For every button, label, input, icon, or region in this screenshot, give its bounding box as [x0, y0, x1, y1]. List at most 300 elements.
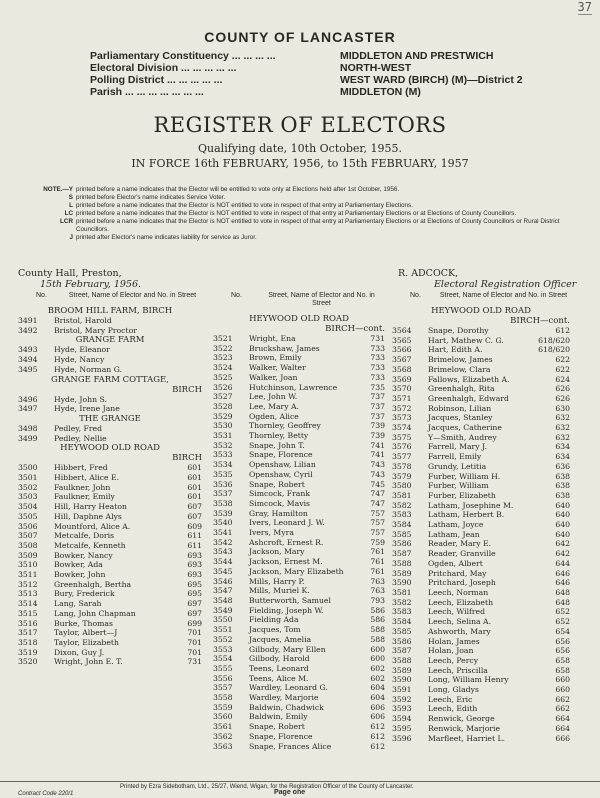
elector-number: 3589 — [392, 568, 412, 578]
elector-number: 3583 — [392, 510, 412, 520]
elector-row — [392, 472, 570, 482]
elector-number: 3571 — [392, 393, 412, 403]
footer-rule — [0, 781, 600, 782]
elector-row — [18, 531, 202, 541]
elector-row — [392, 539, 570, 549]
constituency-label: Parliamentary Constituency ... ... ... ... — [90, 50, 276, 62]
constituency-block — [90, 50, 560, 98]
house-number — [164, 326, 202, 336]
elector-row — [213, 441, 385, 451]
elector-number: 3574 — [392, 423, 412, 433]
elector-row — [213, 383, 385, 393]
elector-name: Lang, John Chapman — [54, 608, 136, 618]
polling-value: WEST WARD (BIRCH) (M)—District 2 — [340, 74, 523, 86]
elector-number: 3567 — [392, 355, 412, 365]
street-subheading: BIRCH — [172, 384, 202, 395]
house-number: 611 — [187, 540, 202, 550]
house-number: 697 — [187, 608, 202, 618]
parish-row — [90, 86, 560, 98]
house-number: 646 — [555, 568, 570, 578]
elector-number: 3499 — [18, 433, 38, 443]
elector-row — [392, 423, 570, 433]
house-number: 743 — [370, 469, 385, 479]
elector-number: 3585 — [392, 529, 412, 539]
house-number: 618/620 — [538, 345, 570, 355]
house-number: 747 — [370, 498, 385, 508]
elector-name: Snape, Florence — [249, 731, 313, 741]
elector-number: 3500 — [18, 463, 38, 473]
house-number: 609 — [187, 521, 202, 531]
elector-row — [18, 365, 202, 375]
house-number: 761 — [370, 557, 385, 567]
elector-number: 3509 — [18, 550, 38, 560]
house-number: 630 — [555, 403, 570, 413]
elector-row — [18, 541, 202, 551]
elector-row — [18, 316, 202, 326]
elector-name: Openshaw, Lilian — [249, 460, 316, 470]
elector-name: Mills, Harry P. — [249, 576, 305, 586]
house-number: 656 — [555, 636, 570, 646]
note-text: printed after Elector's name indicates liability for service as Juror. — [76, 234, 257, 241]
house-number: 632 — [555, 423, 570, 433]
house-number: 763 — [370, 576, 385, 586]
house-number: 606 — [370, 712, 385, 722]
house-number — [164, 316, 202, 326]
house-number: 759 — [370, 537, 385, 547]
elector-name: Leech, Selina A. — [428, 617, 492, 627]
elector-row — [213, 742, 385, 752]
elector-name: Snape, Florence — [249, 450, 313, 460]
elector-row — [213, 489, 385, 499]
house-number: 793 — [370, 595, 385, 605]
elector-number: 3497 — [18, 404, 38, 414]
elector-row — [18, 434, 202, 444]
elector-name: Teens, Leonard — [249, 663, 309, 673]
elector-number: 3493 — [18, 345, 38, 355]
house-number: 642 — [555, 549, 570, 559]
issuer-date: 15th February, 1956. — [40, 279, 142, 290]
note-text: printed before a name indicates that the Elector is NOT entitled to vote in respect of that entry at Parliamentary Elections or at Elections of County Councillors. — [76, 210, 517, 217]
elector-name: Y—Smith, Audrey — [428, 432, 497, 442]
elector-row — [392, 394, 570, 404]
elector-name: Dixon, Guy J. — [54, 647, 105, 657]
elector-name: Hart, Mathew C. G. — [428, 335, 504, 345]
elector-number: 3520 — [18, 657, 38, 667]
elector-number: 3570 — [392, 384, 412, 394]
elector-number: 3539 — [213, 508, 233, 518]
header-street: Street, Name of Elector and No. in Street — [268, 292, 375, 307]
elector-number: 3564 — [392, 326, 412, 335]
house-number: 737 — [370, 392, 385, 402]
elector-number: 3522 — [213, 343, 233, 353]
elector-row — [392, 714, 570, 724]
elector-row — [213, 596, 385, 606]
elector-name: Walker, Walter — [249, 363, 306, 373]
elector-name: Farrell, Mary J. — [428, 442, 487, 452]
house-number: 761 — [370, 547, 385, 557]
house-number: 632 — [555, 432, 570, 442]
elector-row — [392, 452, 570, 462]
elector-row — [18, 628, 202, 638]
house-number: 701 — [187, 647, 202, 657]
division-row — [90, 62, 560, 74]
elector-number: 3577 — [392, 452, 412, 462]
elector-name: Snape, Robert — [249, 479, 305, 489]
house-number: 602 — [370, 663, 385, 673]
house-number: 654 — [555, 626, 570, 636]
elector-row — [213, 421, 385, 431]
elector-number: 3590 — [392, 675, 412, 685]
elector-number: 3501 — [18, 473, 38, 483]
house-number: 737 — [370, 401, 385, 411]
polling-label: Polling District ... ... ... ... ... — [90, 74, 223, 86]
elector-row — [213, 674, 385, 684]
elector-name: Hibbert, Fred — [54, 463, 108, 473]
elector-name: Brimelow, James — [428, 355, 493, 365]
house-number: 636 — [555, 461, 570, 471]
house-number: 618/620 — [538, 335, 570, 345]
note-text: printed before a name indicates that the Elector will be entitled to vote only at Elections held after 1st October, 1956. — [76, 186, 400, 193]
house-number: 622 — [555, 355, 570, 365]
elector-name: Burke, Thomas — [54, 618, 113, 628]
elector-row — [213, 450, 385, 460]
house-number: 606 — [370, 702, 385, 712]
elector-number: 3530 — [213, 421, 233, 431]
elector-number: 3508 — [18, 540, 38, 550]
elector-name: Marfleet, Harriet L. — [428, 733, 506, 743]
house-number: 634 — [555, 452, 570, 462]
elector-row — [213, 334, 385, 344]
elector-number: 3531 — [213, 431, 233, 441]
officer-name: R. ADCOCK, — [398, 268, 459, 279]
elector-name: Grundy, Letitia — [428, 461, 487, 471]
elector-number: 3533 — [213, 450, 233, 460]
elector-name: Jackson, Mary Elizabeth — [249, 566, 344, 576]
elector-number: 3583 — [392, 607, 412, 617]
elector-name: Latham, Herbert B. — [428, 510, 505, 520]
elector-row — [18, 502, 202, 512]
note-y — [35, 186, 565, 194]
elector-row — [18, 638, 202, 648]
elector-name: Hyde, Irene Jane — [54, 404, 120, 414]
elector-number: 3545 — [213, 566, 233, 576]
elector-row — [213, 683, 385, 693]
elector-row — [18, 355, 202, 365]
house-number: 656 — [555, 646, 570, 656]
elector-name: Ivers, Leonard J. W. — [249, 518, 325, 528]
house-number: 662 — [555, 694, 570, 704]
elector-number: 3566 — [392, 345, 412, 355]
elector-number: 3586 — [392, 636, 412, 646]
elector-row — [18, 619, 202, 629]
column-header — [18, 292, 202, 300]
elector-row — [392, 646, 570, 656]
elector-number: 3561 — [213, 722, 233, 732]
elector-number: 3551 — [213, 625, 233, 635]
elector-number: 3519 — [18, 647, 38, 657]
elector-name: Brown, Emily — [249, 353, 302, 363]
elector-column-2 — [213, 292, 385, 751]
elector-row — [213, 402, 385, 412]
elector-row — [213, 470, 385, 480]
elector-number: 3559 — [213, 702, 233, 712]
elector-name: Jackson, Mary — [249, 547, 305, 557]
elector-number: 3584 — [392, 520, 412, 530]
elector-name: Leech, Priscilla — [428, 665, 488, 675]
house-number: 612 — [370, 722, 385, 732]
elector-name: Hill, Harry Heaton — [54, 502, 127, 512]
elector-row — [213, 392, 385, 402]
house-number — [164, 365, 202, 375]
house-number: 741 — [370, 440, 385, 450]
elector-name: Gilbody, Harold — [249, 654, 310, 664]
elector-row — [213, 363, 385, 373]
elector-number: 3594 — [392, 714, 412, 724]
elector-number: 3589 — [392, 665, 412, 675]
elector-row — [392, 520, 570, 530]
note-text: printed before a name indicates that the Elector is NOT entitled to vote in respect of that entry at Parliamentary Elections. — [76, 202, 413, 209]
elector-name: Teens, Alice M. — [249, 673, 309, 683]
elector-number: 3515 — [18, 608, 38, 618]
elector-number: 3544 — [213, 557, 233, 567]
elector-number: 3587 — [392, 646, 412, 656]
elector-row — [392, 365, 570, 375]
elector-name: Fielding Ada — [249, 615, 299, 625]
elector-number: 3523 — [213, 353, 233, 363]
elector-name: Ashworth, Mary — [428, 626, 491, 636]
elector-name: Simcock, Frank — [249, 489, 311, 499]
elector-name: Greenhalgh, Rita — [428, 384, 495, 394]
elector-name: Butterworth, Samuel — [249, 595, 331, 605]
elector-name: Baldwin, Chadwick — [249, 702, 324, 712]
elector-name: Wardley, Marjorie — [249, 693, 319, 703]
elector-number: 3582 — [392, 597, 412, 607]
elector-number: 3496 — [18, 394, 38, 404]
elector-number: 3503 — [18, 492, 38, 502]
elector-name: Walker, Joan — [249, 372, 298, 382]
elector-row — [213, 586, 385, 596]
elector-name: Renwick, George — [428, 714, 495, 724]
house-number: 763 — [370, 586, 385, 596]
elector-number: 3558 — [213, 693, 233, 703]
elector-name: Snape, Dorothy — [428, 326, 489, 335]
header-street: Street, Name of Elector and No. in Street — [439, 292, 568, 299]
elector-row — [392, 734, 570, 744]
elector-row — [18, 589, 202, 599]
elector-row — [213, 654, 385, 664]
elector-number: 3524 — [213, 363, 233, 373]
house-number: 612 — [370, 741, 385, 751]
elector-number: 3580 — [392, 481, 412, 491]
elector-number: 3547 — [213, 586, 233, 596]
elector-number: 3542 — [213, 537, 233, 547]
in-force-dates: IN FORCE 16th FEBRUARY, 1956, to 15th FEBRUARY, 1957 — [131, 157, 469, 170]
elector-name: Bruckshaw, James — [249, 343, 320, 353]
elector-name: Gray, Hamilton — [249, 508, 308, 518]
elector-row — [213, 344, 385, 354]
street-heading: HEYWOOD OLD ROAD — [249, 314, 349, 324]
house-number: 638 — [555, 471, 570, 481]
elector-name: Bowker, Nancy — [54, 550, 113, 560]
elector-name: Latham, Josephine M. — [428, 500, 514, 510]
notes-block — [35, 186, 565, 242]
elector-row — [213, 703, 385, 713]
elector-number: 3578 — [392, 461, 412, 471]
elector-row — [18, 492, 202, 502]
elector-row — [392, 413, 570, 423]
elector-name: Snape, Frances Alice — [249, 741, 332, 751]
elector-number: 3540 — [213, 518, 233, 528]
elector-row — [213, 538, 385, 548]
elector-row — [392, 462, 570, 472]
house-number: 757 — [370, 518, 385, 528]
house-number: 737 — [370, 411, 385, 421]
elector-name: Pedley, Fred — [54, 423, 102, 433]
house-number — [164, 355, 202, 365]
elector-number: 3534 — [213, 460, 233, 470]
elector-name: Ogden, Albert — [428, 558, 483, 568]
elector-row — [392, 559, 570, 569]
header-no: No. — [231, 292, 242, 299]
elector-number: 3588 — [392, 655, 412, 665]
elector-name: Furber, Elizabeth — [428, 490, 496, 500]
house-number: 607 — [187, 502, 202, 512]
house-number: 658 — [555, 665, 570, 675]
house-number: 695 — [187, 579, 202, 589]
elector-number: 3581 — [392, 490, 412, 500]
elector-row — [213, 645, 385, 655]
elector-row — [392, 627, 570, 637]
elector-name: Jacques, Amelia — [249, 634, 312, 644]
house-number: 697 — [187, 599, 202, 609]
house-number: 741 — [370, 450, 385, 460]
house-number: 693 — [187, 560, 202, 570]
elector-row — [213, 412, 385, 422]
elector-row — [18, 512, 202, 522]
house-number: 626 — [555, 393, 570, 403]
elector-number: 3575 — [392, 432, 412, 442]
elector-name: Furber, William — [428, 481, 489, 491]
elector-name: Mountford, Alice A. — [54, 521, 131, 531]
house-number — [164, 434, 202, 444]
house-number: 604 — [370, 693, 385, 703]
house-number: 735 — [370, 382, 385, 392]
house-number: 731 — [187, 657, 202, 667]
elector-number: 3518 — [18, 637, 38, 647]
elector-name: Hill, Daphne Alys — [54, 511, 122, 521]
elector-number: 3537 — [213, 489, 233, 499]
house-number: 699 — [187, 618, 202, 628]
house-number: 660 — [555, 685, 570, 695]
elector-number: 3536 — [213, 479, 233, 489]
elector-row — [392, 637, 570, 647]
street-heading: GRANGE FARM — [75, 335, 145, 346]
elector-row — [392, 569, 570, 579]
elector-number: 3552 — [213, 634, 233, 644]
note-key: J — [69, 234, 73, 241]
note-l — [35, 202, 565, 210]
elector-name: Pedley, Nellie — [54, 433, 107, 443]
elector-row — [213, 557, 385, 567]
elector-row — [392, 685, 570, 695]
elector-name: Hyde, Nancy — [54, 355, 105, 365]
elector-number: 3586 — [392, 539, 412, 549]
elector-number: 3576 — [392, 442, 412, 452]
elector-row — [213, 722, 385, 732]
elector-name: Taylor, Albert—J — [54, 628, 118, 638]
elector-number: 3494 — [18, 355, 38, 365]
elector-name: Snape, Robert — [249, 722, 305, 732]
note-key: LCR — [60, 218, 73, 225]
elector-number: 3517 — [18, 628, 38, 638]
elector-row — [392, 355, 570, 365]
elector-name: Simcock, Mavis — [249, 498, 311, 508]
elector-name: Fallows, Elizabeth A. — [428, 374, 510, 384]
elector-number: 3569 — [392, 374, 412, 384]
house-number: 626 — [555, 384, 570, 394]
column-header — [213, 292, 385, 308]
elector-row — [392, 501, 570, 511]
elector-name: Fielding, Joseph W. — [249, 605, 324, 615]
elector-number: 3565 — [392, 335, 412, 345]
street-heading: THE GRANGE — [79, 413, 141, 424]
street-heading: HEYWOOD OLD ROAD — [431, 306, 531, 316]
elector-name: Lee, John W. — [249, 392, 298, 402]
note-lc — [35, 210, 565, 218]
house-number: 604 — [370, 683, 385, 693]
elector-name: Openshaw, Cyril — [249, 469, 313, 479]
elector-column-1 — [18, 292, 202, 667]
elector-number: 3582 — [392, 500, 412, 510]
elector-number: 3556 — [213, 673, 233, 683]
elector-name: Faulkner, John — [54, 482, 111, 492]
division-label: Electoral Division ... ... ... ... ... — [90, 62, 237, 74]
house-number: 601 — [187, 463, 202, 473]
elector-row — [392, 433, 570, 443]
polling-row — [90, 74, 560, 86]
elector-number: 3560 — [213, 712, 233, 722]
elector-name: Reader, Mary E. — [428, 539, 492, 549]
house-number: 601 — [187, 492, 202, 502]
elector-number: 3527 — [213, 392, 233, 402]
elector-number: 3590 — [392, 578, 412, 588]
house-number: 640 — [555, 510, 570, 520]
house-number: 666 — [555, 733, 570, 743]
street-subheading: BIRCH — [172, 453, 202, 464]
house-number: 701 — [187, 637, 202, 647]
elector-column-3 — [392, 292, 570, 743]
street-heading: GRANGE FARM COTTAGE, — [51, 374, 169, 385]
street-subheading: BIRCH—cont. — [325, 324, 385, 334]
elector-name: Leech, Percy — [428, 655, 479, 665]
street-subheading: BIRCH—cont. — [510, 316, 570, 326]
house-number: 642 — [555, 539, 570, 549]
note-s — [35, 194, 565, 202]
elector-number: 3592 — [392, 694, 412, 704]
elector-number: 3553 — [213, 644, 233, 654]
elector-row — [18, 599, 202, 609]
division-value: NORTH-WEST — [340, 62, 412, 74]
elector-name: Bristol, Harold — [54, 316, 112, 325]
elector-row — [18, 404, 202, 414]
qualifying-date: Qualifying date, 10th October, 1955. — [198, 142, 402, 155]
elector-name: Hutchinson, Lawrence — [249, 382, 338, 392]
elector-name: Metcalfe, Doris — [54, 531, 115, 541]
elector-name: Wardley, Leonard G. — [249, 683, 328, 693]
elector-number: 3535 — [213, 469, 233, 479]
elector-name: Mills, Muriel K. — [249, 586, 310, 596]
elector-number: 3555 — [213, 663, 233, 673]
